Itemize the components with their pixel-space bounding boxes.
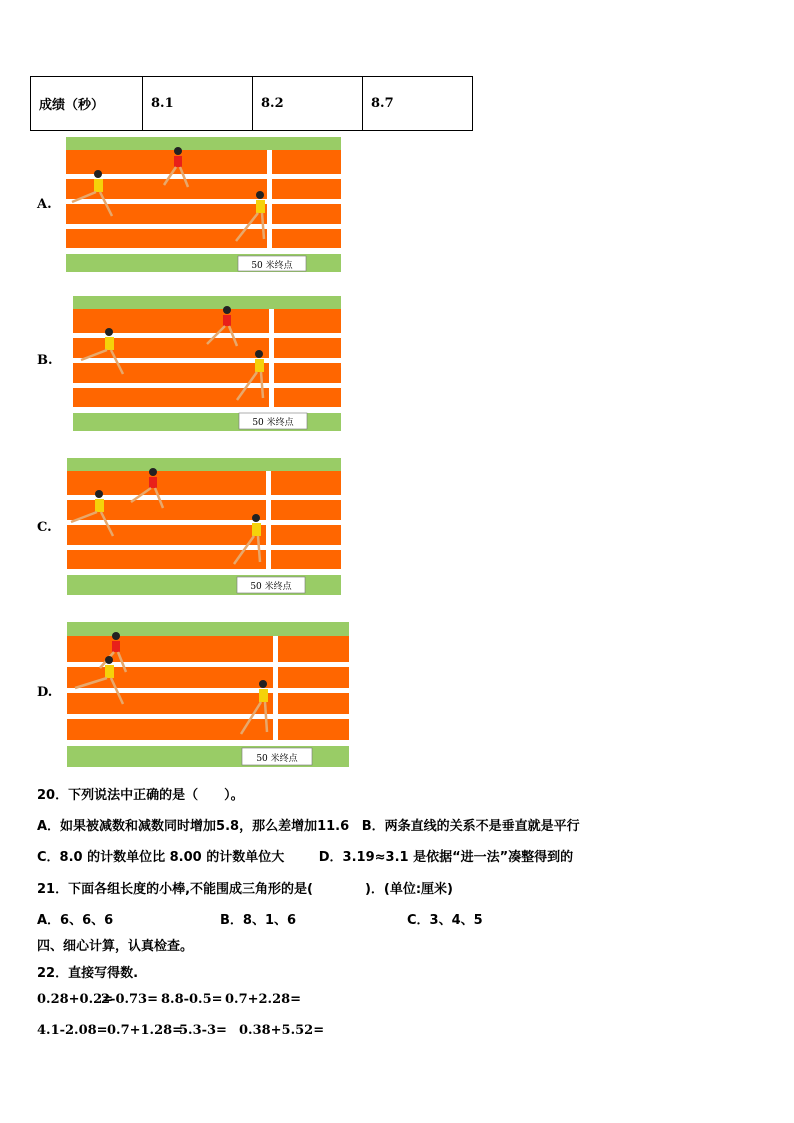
q20-option-d: D．3.19≈3.1 是依据“进一法”凑整得到的: [318, 850, 574, 865]
finish-label: 50 米终点: [251, 261, 293, 271]
q22-stem: 22．直接写得数.: [37, 966, 139, 981]
finish-label: 50 米终点: [256, 754, 298, 764]
calc-item: 4.1-2.08=: [37, 1023, 108, 1038]
section-title: 四、细心计算，认真检查。: [37, 939, 194, 954]
option-label-a: A.: [37, 197, 52, 212]
calc-item: 0.7+2.28=: [225, 992, 302, 1007]
table-row: [31, 77, 473, 131]
q21-stem: 21．下面各组长度的小棒,不能围成三角形的是( )．(单位:厘米): [37, 882, 453, 897]
option-label-d: D.: [37, 685, 53, 700]
track-image-c: [67, 458, 341, 595]
track-image-a: [66, 137, 341, 272]
option-label-b: B.: [37, 353, 53, 368]
calc-item: 0.7+1.28=: [107, 1023, 184, 1038]
q20-option-a: A．如果被减数和减数同时增加5.8，那么差增加11.6: [37, 819, 350, 834]
table-cell: 成绩（秒）: [31, 77, 143, 131]
calc-item: 2-0.73=: [101, 992, 158, 1007]
q21-option-c: C．3、4、5: [407, 913, 483, 928]
table-cell: 8.2: [253, 77, 363, 131]
q20-options-row2: [37, 846, 573, 865]
score-table: [30, 76, 473, 131]
calc-item: 8.8-0.5=: [161, 992, 223, 1007]
q20-option-b: B．两条直线的关系不是垂直就是平行: [361, 819, 580, 834]
option-label-c: C.: [37, 520, 52, 535]
table-cell: 8.1: [143, 77, 253, 131]
calc-item: 5.3-3=: [179, 1023, 227, 1038]
track-image-d: [67, 622, 349, 767]
q20-options-row1: [37, 815, 580, 834]
track-image-b: [73, 296, 341, 431]
q21-option-a: A．6、6、6: [37, 913, 114, 928]
finish-label: 50 米终点: [250, 582, 292, 592]
q20-option-c: C．8.0 的计数单位比 8.00 的计数单位大: [37, 850, 285, 865]
calc-item: 0.38+5.52=: [239, 1023, 325, 1038]
calc-item: 0.28+0.2=: [37, 992, 114, 1007]
table-cell: 8.7: [363, 77, 473, 131]
finish-label: 50 米终点: [252, 418, 294, 428]
q21-option-b: B．8、1、6: [220, 913, 297, 928]
q20-stem: 20．下列说法中正确的是（ ）。: [37, 788, 244, 803]
